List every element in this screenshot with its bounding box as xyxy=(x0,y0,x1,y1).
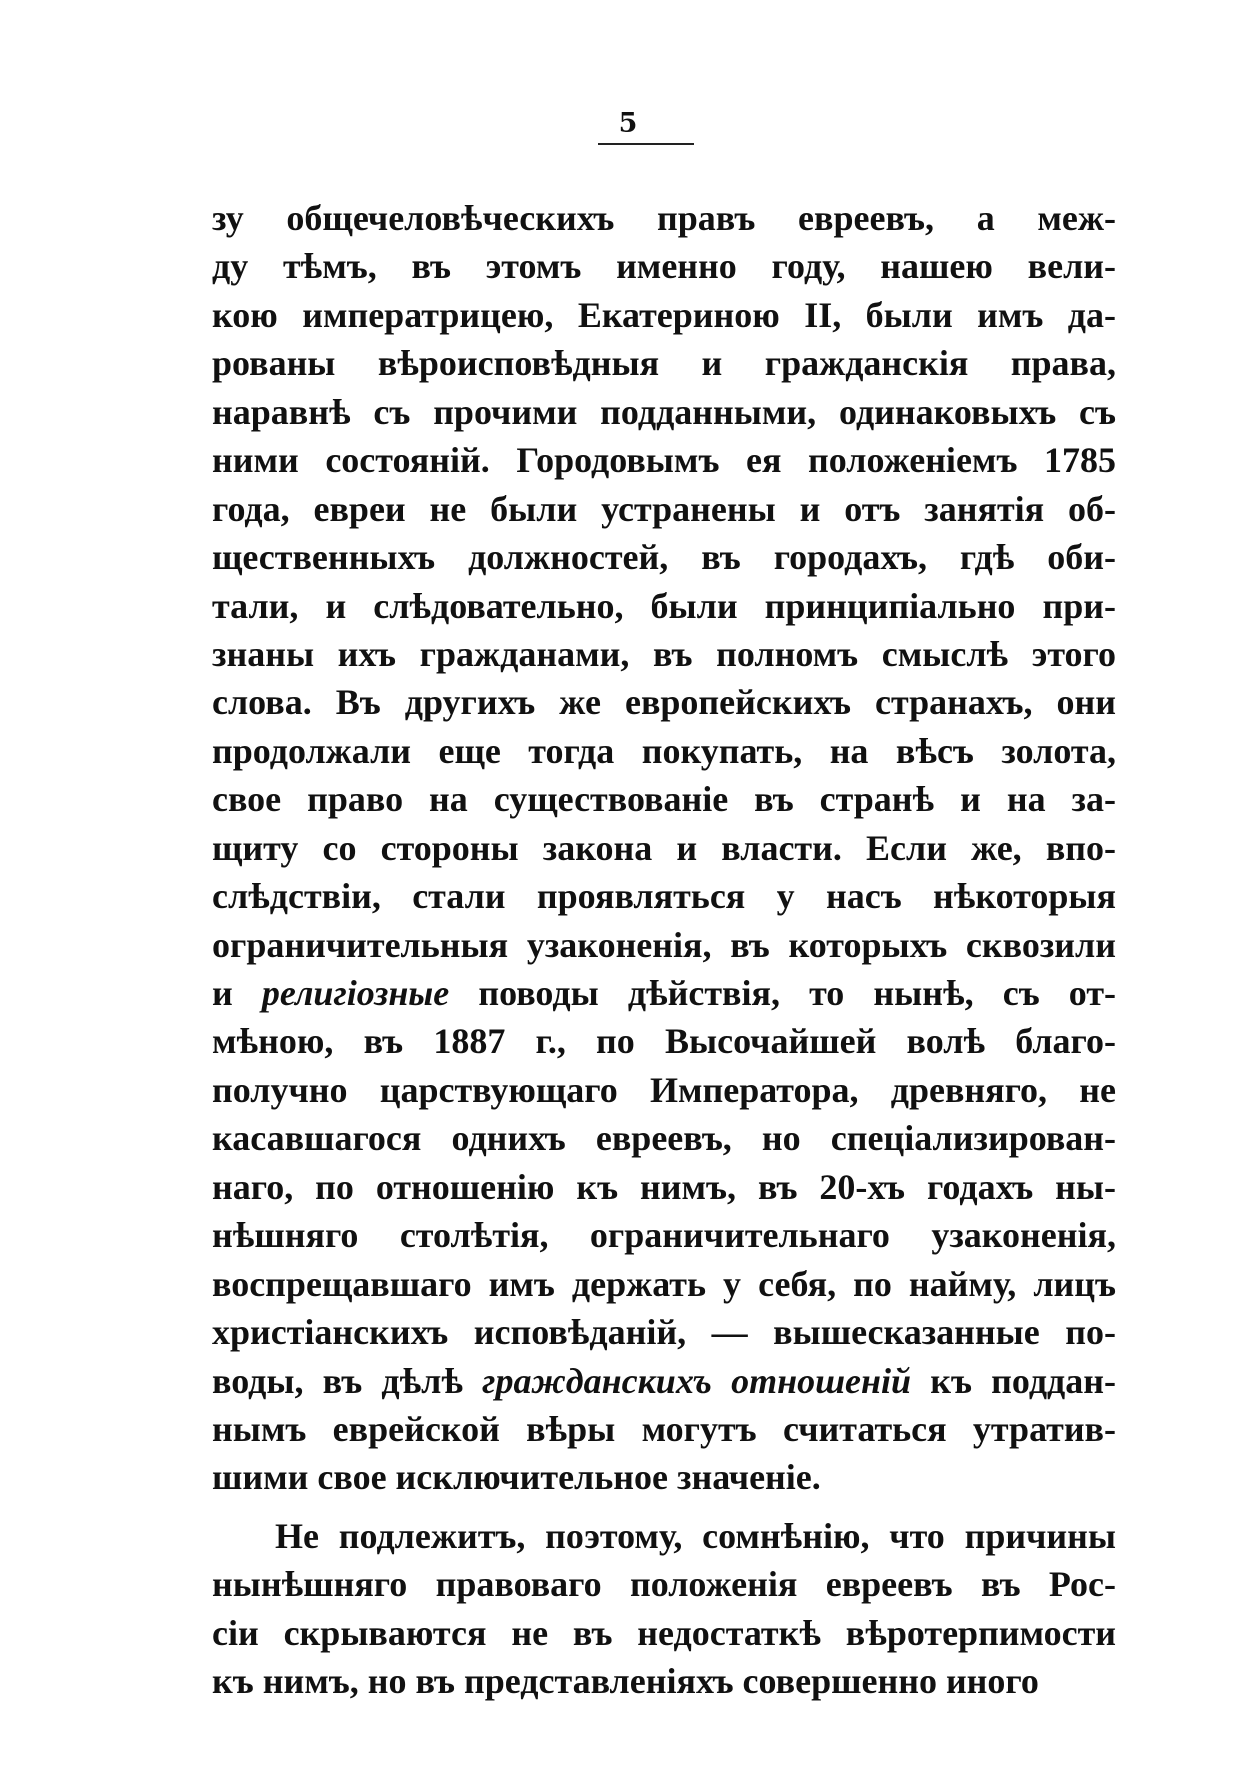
text-line xyxy=(212,969,1116,1017)
text-segment: зу общечеловѣческихъ правъ евреевъ, а меж- xyxy=(212,198,1116,238)
text-segment: продолжали еще тогда покупать, на вѣсъ золота, xyxy=(212,730,1116,771)
text-line xyxy=(212,1512,1116,1560)
text-line xyxy=(212,242,1116,290)
text-line xyxy=(212,678,1116,726)
text-segment: шими свое исключительное значеніе. xyxy=(212,1457,821,1498)
text-segment: наравнѣ съ прочими подданными, одинаковыхъ съ xyxy=(212,391,1116,432)
text-segment: рованы вѣроисповѣдныя и гражданскія права, xyxy=(212,343,1116,384)
text-line xyxy=(212,1405,1116,1453)
text-segment: къ поддан- xyxy=(911,1360,1116,1401)
text-segment: нѣшняго столѣтія, ограничительнаго узаконенія, xyxy=(212,1215,1116,1256)
text-line xyxy=(212,727,1116,775)
text-segment: касавшагося однихъ евреевъ, но спеціализирован- xyxy=(212,1118,1116,1159)
text-segment: нымъ еврейской вѣры могутъ считаться утратив- xyxy=(212,1408,1116,1449)
text-segment: нынѣшняго правоваго положенія евреевъ въ Рос- xyxy=(212,1564,1116,1605)
text-line xyxy=(212,436,1116,484)
text-segment: сіи скрываются не въ недостаткѣ вѣротерпимости xyxy=(212,1612,1116,1653)
text-line xyxy=(212,1066,1116,1114)
text-line xyxy=(212,1260,1116,1308)
text-line xyxy=(212,1163,1116,1211)
text-line xyxy=(212,339,1116,387)
italic-phrase: гражданскихъ отношеній xyxy=(482,1360,912,1401)
text-segment: щественныхъ должностей, въ городахъ, гдѣ оби- xyxy=(212,537,1116,578)
text-line xyxy=(212,872,1116,920)
text-segment: щиту со стороны закона и власти. Если же, впо- xyxy=(212,827,1116,868)
body-text xyxy=(212,194,1116,1706)
text-line xyxy=(212,1609,1116,1657)
text-segment: и xyxy=(212,973,262,1013)
text-line xyxy=(212,630,1116,678)
italic-phrase: религіозные xyxy=(261,973,450,1013)
text-line xyxy=(212,533,1116,581)
paragraph xyxy=(212,1512,1116,1706)
text-segment: тали, и слѣдовательно, были принципіально при- xyxy=(212,585,1116,626)
text-segment: воды, въ дѣлѣ xyxy=(212,1360,483,1401)
text-segment: поводы дѣйствія, то нынѣ, съ от- xyxy=(449,973,1116,1013)
text-line xyxy=(212,1357,1116,1405)
text-segment: ограничительныя узаконенія, въ которыхъ сквозили xyxy=(212,924,1116,965)
text-segment: воспрещавшаго имъ держать у себя, по найму, лицъ xyxy=(212,1263,1116,1304)
text-segment: Не подлежитъ, поэтому, сомнѣнію, что причины xyxy=(275,1515,1116,1556)
text-line xyxy=(212,1017,1116,1065)
text-segment: слова. Въ другихъ же европейскихъ странахъ, они xyxy=(212,682,1116,723)
text-line xyxy=(212,291,1116,339)
text-line xyxy=(212,485,1116,533)
text-line xyxy=(212,775,1116,823)
paragraph xyxy=(212,194,1116,1502)
text-line xyxy=(212,194,1116,242)
text-segment: христіанскихъ исповѣданій, — вышесказанные по- xyxy=(212,1312,1116,1353)
text-segment: года, евреи не были устранены и отъ занятія об- xyxy=(212,488,1116,529)
text-line xyxy=(212,1453,1116,1501)
header-rule xyxy=(598,143,694,145)
text-segment: ними состояній. Городовымъ ея положеніемъ 1785 xyxy=(212,440,1116,481)
text-segment: знаны ихъ гражданами, въ полномъ смыслѣ этого xyxy=(212,633,1116,674)
text-line xyxy=(212,582,1116,630)
text-line xyxy=(212,921,1116,969)
page-number: 5 xyxy=(618,108,638,139)
text-segment: свое право на существованіе въ странѣ и на за- xyxy=(212,779,1116,820)
page-header xyxy=(0,108,1259,158)
text-line xyxy=(212,1560,1116,1608)
text-line xyxy=(212,388,1116,436)
text-segment: получно царствующаго Императора, древняго, не xyxy=(212,1069,1116,1110)
text-segment: къ нимъ, но въ представленіяхъ совершенно иного xyxy=(212,1661,1039,1702)
text-segment: слѣдствіи, стали проявляться у насъ нѣкоторыя xyxy=(212,876,1116,917)
paragraph-gap xyxy=(212,1502,1116,1512)
text-segment: ду тѣмъ, въ этомъ именно году, нашею вели- xyxy=(212,246,1116,287)
text-line xyxy=(212,1657,1116,1705)
text-line xyxy=(212,1114,1116,1162)
text-segment: наго, по отношенію къ нимъ, въ 20-хъ годахъ ны- xyxy=(212,1166,1116,1207)
text-line xyxy=(212,1308,1116,1356)
text-line xyxy=(212,1211,1116,1259)
text-segment: мѣною, въ 1887 г., по Высочайшей волѣ благо- xyxy=(212,1021,1116,1062)
text-line xyxy=(212,824,1116,872)
text-segment: кою императрицею, Екатериною II, были имъ да- xyxy=(212,294,1116,335)
